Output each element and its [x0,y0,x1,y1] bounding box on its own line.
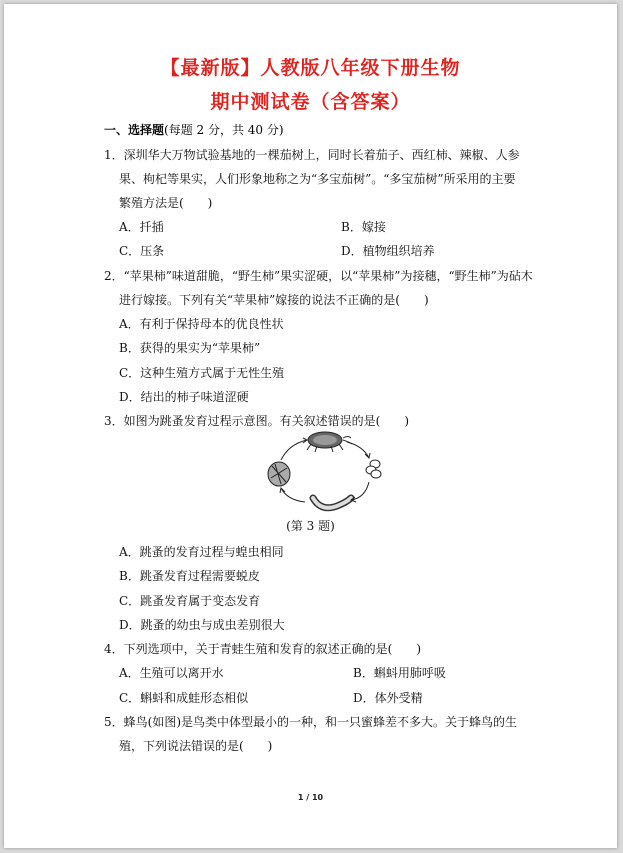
q2-line1: 2．“苹果柿”味道甜脆，“野生柿”果实涩硬，以“苹果柿”为接穗，“野生柿”为砧木 [104,269,533,283]
flea-eggs-icon [366,460,381,478]
q1-line1: 1．深圳华大万物试验基地的一棵茄树上，同时长着茄子、西红柿、辣椒、人参 [104,148,520,162]
q1-line2: 果、枸杞等果实，人们形象地称之为“多宝茄树”。“多宝茄树”所采用的主要 [119,172,516,186]
q3-option-a: A．跳蚤的发育过程与蝗虫相同 [119,545,284,559]
document-title: 【最新版】人教版八年级下册生物 [160,57,461,79]
q4-option-d: D．体外受精 [353,691,423,705]
flea-pupa-icon [268,462,290,486]
q5-line1: 5．蜂鸟(如图)是鸟类中体型最小的一种，和一只蜜蜂差不多大。关于蜂鸟的生 [104,715,518,729]
q1-line3: 繁殖方法是( ) [119,196,213,210]
figure-caption: (第 3 题) [286,519,335,533]
q4-line1: 4．下列选项中，关于青蛙生殖和发育的叙述正确的是( ) [104,642,422,656]
q3-line1: 3．如图为跳蚤发育过程示意图。有关叙述错误的是( ) [104,414,410,428]
page-number: 1 / 10 [297,793,324,802]
flea-adult-icon [307,432,352,452]
q1-option-d: D．植物组织培养 [341,244,435,258]
q1-option-c: C．压条 [119,244,165,258]
document-subtitle: 期中测试卷（含答案） [210,91,411,113]
q4-option-b: B．蝌蚪用肺呼吸 [353,666,446,680]
q5-line2: 殖，下列说法错误的是( ) [119,739,273,753]
q2-option-c: C．这种生殖方式属于无性生殖 [119,366,285,380]
q4-option-c: C．蝌蚪和成蛙形态相似 [119,691,249,705]
q3-option-c: C．跳蚤发育属于变态发育 [119,594,261,608]
document-page [4,4,617,848]
q3-option-b: B．跳蚤发育过程需要蜕皮 [119,569,260,583]
q2-option-b: B．获得的果实为“苹果柿” [119,341,261,355]
flea-lifecycle-figure [263,430,393,512]
section-heading [104,121,284,138]
q2-line2: 进行嫁接。下列有关“苹果柿”嫁接的说法不正确的是( ) [119,293,429,307]
section-heading-label: 一、选择题 [104,123,165,137]
q3-option-d: D．跳蚤的幼虫与成虫差别很大 [119,618,285,632]
flea-larva-icon [313,498,351,508]
q4-option-a: A．生殖可以离开水 [119,666,224,680]
q2-option-d: D．结出的柿子味道涩硬 [119,390,249,404]
q2-option-a: A．有利于保持母本的优良性状 [119,317,284,331]
q1-option-a: A．扦插 [119,220,164,234]
q1-option-b: B．嫁接 [341,220,386,234]
section-heading-note: (每题 2 分，共 40 分) [164,123,284,137]
